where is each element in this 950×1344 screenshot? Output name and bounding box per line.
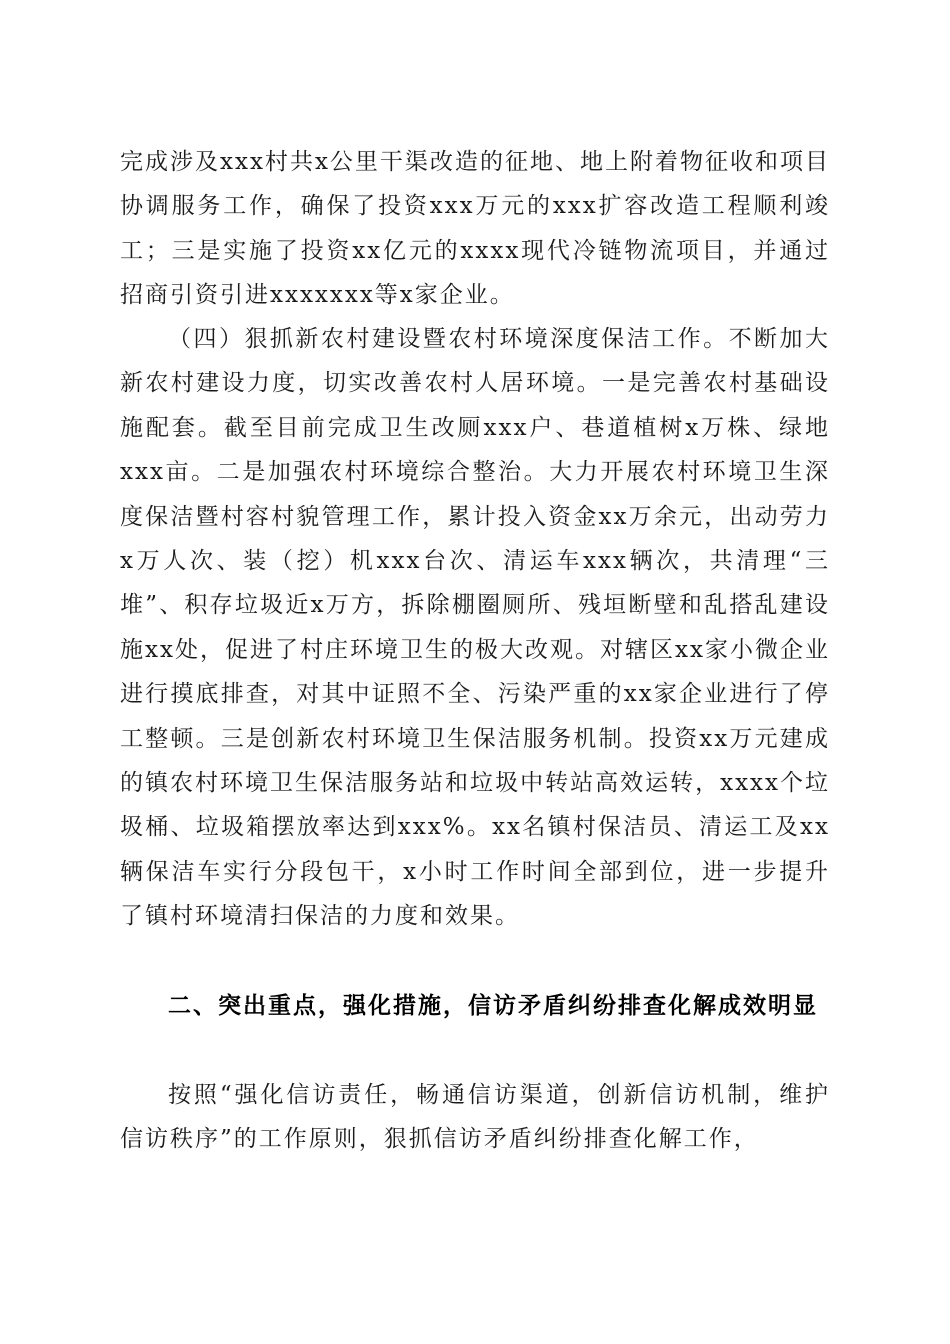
section-four-heading: （四）狠抓新农村建设暨农村环境深度保洁工作。 [168, 326, 729, 352]
section-four-body: 不断加大新农村建设力度，切实改善农村人居环境。一是完善农村基础设施配套。截至目前完成卫生改厕xxx户、巷道植树x万株、绿地xxx亩。二是加强农村环境综合整治。大力开展农村环境卫生深度保洁暨村容村貌管理工作，累计投入资金xx万余元，出动劳力x万人次、装（挖）机xxx台次、清运车xxx辆次，共清理“三堆”、积存垃圾近x万方，拆除棚圈厕所、残垣断壁和乱搭乱建设施xx处，促进了村庄环境卫生的极大改观。对辖区xx家小微企业进行摸底排查，对其中证照不全、污染严重的xx家企业进行了停工整顿。三是创新农村环境卫生保洁服务机制。投资xx万元建成的镇农村环境卫生保洁服务站和垃圾中转站高效运转，xxxx个垃圾桶、垃圾箱摆放率达到xxx%。xx名镇村保洁员、清运工及xx辆保洁车实行分段包干，x小时工作时间全部到位，进一步提升了镇村环境清扫保洁的力度和效果。 [120, 326, 831, 930]
section-two-body-block [120, 1073, 830, 1162]
section-four-paragraph [120, 317, 830, 939]
continuation-paragraph-block [120, 140, 830, 318]
section-two-body: 按照“强化信访责任，畅通信访渠道，创新信访机制，维护信访秩序”的工作原则，狠抓信访矛盾纠纷排查化解工作， [120, 1082, 830, 1153]
section-two-heading: 二、突出重点，强化措施，信访矛盾纠纷排查化解成效明显 [168, 993, 818, 1019]
continuation-paragraph: 完成涉及xxx村共x公里干渠改造的征地、地上附着物征收和项目协调服务工作，确保了投资xxx万元的xxx扩容改造工程顺利竣工；三是实施了投资xx亿元的xxxx现代冷链物流项目，并通过招商引资引进xxxxxxx等x家企业。 [120, 149, 830, 309]
section-four-block [120, 317, 830, 939]
